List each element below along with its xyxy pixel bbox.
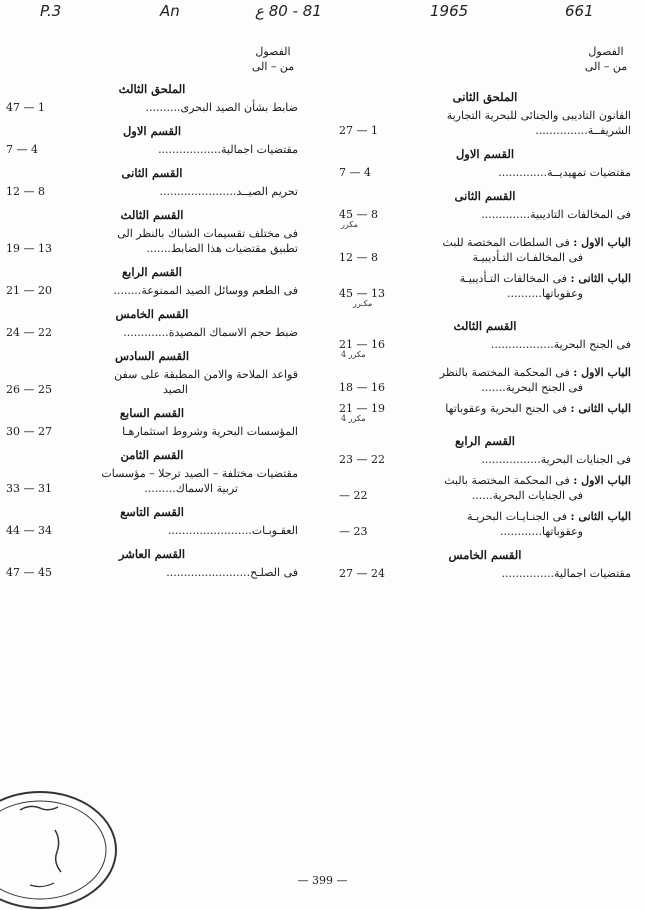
- section-title: القسم العاشر: [118, 547, 186, 561]
- handwritten-note: P.3: [40, 2, 62, 20]
- left-column: [6, 44, 298, 580]
- toc-entry: الباب الثانى : فى الجنـايـات البحريـة وعقوباتها............ — 23: [339, 510, 631, 538]
- toc-entry: مقتضيات اجمالية............... 27 — 24: [339, 567, 631, 580]
- section-title: القسم الخامس: [448, 548, 522, 562]
- chapter-range: 18 — 16: [339, 381, 385, 394]
- section-title: القسم الاول: [455, 147, 515, 161]
- chapter-range: 7 — 4: [339, 166, 371, 179]
- toc-entry: ضابط بشأن الصيد البحرى.......... 47 — 1: [6, 101, 298, 114]
- section-title: القسم السابع: [119, 406, 185, 420]
- chapter-range: 44 — 34: [6, 524, 52, 537]
- toc-entry: العقـوبـات........................ 44 — 34: [6, 524, 298, 537]
- toc-entry: تحريم الصيــد...................... 12 — 8: [6, 185, 298, 198]
- chapter-range: — 22: [339, 489, 368, 502]
- chapter-range: 23 — 22: [339, 453, 385, 466]
- range-note: مكرر 4: [341, 350, 366, 359]
- toc-entry: فى الجنايات البحرية................. 23 — 22: [339, 453, 631, 466]
- chapter-range: 21 — 20: [6, 284, 52, 297]
- toc-entry: قواعد الملاحة والامن المطبقة على سفن الصيد 26 — 25: [6, 368, 298, 396]
- chapter-header: [6, 44, 298, 74]
- toc-entry: فى الصلـح........................ 47 — 45: [6, 566, 298, 579]
- handwritten-page-ref: 661: [565, 2, 594, 20]
- toc-entry: مقتضيات تمهيديــة.............. 7 — 4: [339, 166, 631, 179]
- chapter-from-to: من – الى: [584, 60, 628, 73]
- chapter-range: 47 — 1: [6, 101, 45, 114]
- section-title: القسم السادس: [114, 349, 190, 363]
- toc-entry: فى المخالفات التاديبية.............. 45 — 8: [339, 208, 631, 221]
- range-note: مكـرر: [353, 299, 373, 308]
- chapter-range: 45 — 8: [339, 208, 378, 221]
- toc-entry: الباب الثانى : فى الجنح البحرية وعقوباتها 21 — 19: [339, 402, 631, 415]
- section-title: القسم الثامن: [120, 448, 184, 462]
- section-title: القسم الرابع: [455, 434, 515, 448]
- handwritten-year: 1965: [430, 2, 469, 20]
- toc-entry: الباب الاول : فى السلطات المختصة للبث فى المخالفـات التـأديبيـة 12 — 8: [339, 236, 631, 264]
- toc-entry: فى مختلف تقسيمات الشباك بالنظر الى تطبيق مقتضيات هذا الضابط....... 19 — 13: [6, 227, 298, 255]
- chapter-range: 19 — 13: [6, 242, 52, 255]
- section-title: القسم الثالث: [120, 208, 184, 222]
- toc-entry: مقتضيات اجمالية.................. 7 — 4: [6, 143, 298, 156]
- chapter-range: 12 — 8: [6, 185, 45, 198]
- chapter-range: 27 — 1: [339, 124, 378, 137]
- toc-entry: الباب الثانى : فى المخالفات التـأديبيـة وعقوباتها.......... 45 — 13: [339, 272, 631, 300]
- chapter-range: 30 — 27: [6, 425, 52, 438]
- section-title: القسم الخامس: [115, 307, 189, 321]
- range-note: مكرر 4: [341, 414, 366, 423]
- toc-entry: فى الجنح البحرية.................. 21 — 16: [339, 338, 631, 351]
- toc-entry: مقتضيات مختلفة – الصيد ترجلا – مؤسسات تربية الاسماك......... 33 — 31: [6, 467, 298, 495]
- chapter-range: 26 — 25: [6, 383, 52, 396]
- chapter-range: 7 — 4: [6, 143, 38, 156]
- toc-entry: القانون التاديبى والجنائى للبحرية التجارية الشريفــة............... 27 — 1: [339, 109, 631, 137]
- chapter-range: 12 — 8: [339, 251, 378, 264]
- chapter-range: 47 — 45: [6, 566, 52, 579]
- chapter-range: 21 — 19: [339, 402, 385, 415]
- range-note: مكرر: [341, 220, 358, 229]
- toc-entry: فى الطعم ووسائل الصيد الممنوعة........ 21 — 20: [6, 284, 298, 297]
- stamp-seal: [0, 780, 120, 910]
- section-title: القسم الثانى: [454, 189, 516, 203]
- right-column: [339, 44, 631, 581]
- appendix-title: الملحق الثانى: [452, 90, 518, 104]
- chapter-range: 24 — 22: [6, 326, 52, 339]
- chapter-label: الفصول: [588, 45, 624, 58]
- page-number: — 399 —: [297, 874, 348, 887]
- chapter-header: [339, 44, 631, 74]
- section-title: القسم الاول: [122, 124, 182, 138]
- handwritten-note: An: [160, 2, 180, 20]
- section-title: القسم الرابع: [122, 265, 182, 279]
- toc-entry: المؤسسات البحرية وشروط استثمارهـا 30 — 27: [6, 425, 298, 438]
- toc-entry: ضبط حجم الاسماك المصيدة............. 24 — 22: [6, 326, 298, 339]
- chapter-range: 33 — 31: [6, 482, 52, 495]
- section-title: القسم التاسع: [120, 505, 184, 519]
- chapter-from-to: من – الى: [251, 60, 295, 73]
- handwritten-note: 81 - 80 ع: [255, 2, 322, 20]
- chapter-range: 45 — 13: [339, 287, 385, 300]
- chapter-label: الفصول: [255, 45, 291, 58]
- chapter-range: 21 — 16: [339, 338, 385, 351]
- chapter-range: — 23: [339, 525, 368, 538]
- section-title: القسم الثانى: [121, 166, 183, 180]
- toc-entry: الباب الاول : فى المحكمة المختصة بالنظر فى الجنح البحرية....... 18 — 16: [339, 366, 631, 394]
- appendix-title: الملحق الثالث: [118, 82, 186, 96]
- chapter-range: 27 — 24: [339, 567, 385, 580]
- toc-entry: الباب الاول : فى المحكمة المختصة بالبث فى الجنايات البحرية...... — 22: [339, 474, 631, 502]
- section-title: القسم الثالث: [453, 319, 517, 333]
